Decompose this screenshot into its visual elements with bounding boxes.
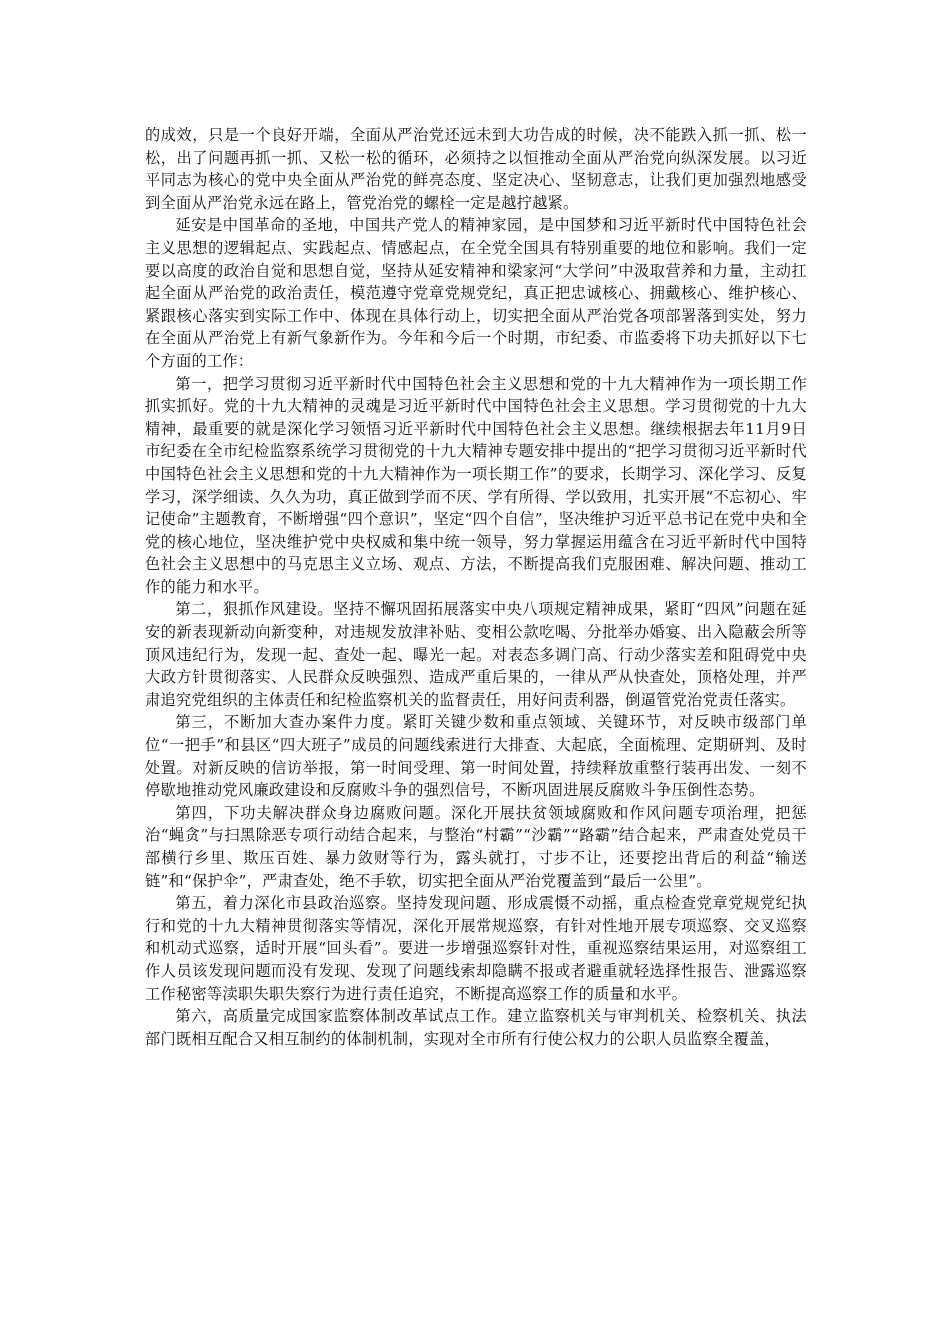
document-page [145, 124, 807, 1050]
paragraph-second: 第二，狠抓作风建设。坚持不懈巩固拓展落实中央八项规定精神成果，紧盯“四风”问题在延安的新表现新动向新变种，对违规发放津补贴、变相公款吃喝、分批举办婚宴、出入隐蔽会所等顶风违纪行为，发现一起、查处一起、曝光一起。对表态多调门高、行动少落实差和阻碍党中央大政方针贯彻落实、人民群众反映强烈、造成严重后果的，一律从严从快查处，顶格处理，并严肃追究党组织的主体责任和纪检监察机关的监督责任，用好问责利器，倒逼管党治党责任落实。 [145, 600, 807, 709]
paragraph-third: 第三，不断加大查办案件力度。紧盯关键少数和重点领域、关键环节，对反映市级部门单位“一把手”和县区“四大班子”成员的问题线索进行大排查、大起底，全面梳理、定期研判、及时处置。对新反映的信访举报，第一时间受理、第一时间处置，持续释放重整行装再出发、一刻不停歇地推动党风廉政建设和反腐败斗争的强烈信号，不断巩固进展反腐败斗争压倒性态势。 [145, 713, 807, 800]
paragraph-continuation: 的成效，只是一个良好开端，全面从严治党还远未到大功告成的时候，决不能跌入抓一抓、松一松，出了问题再抓一抓、又松一松的循环，必须持之以恒推动全面从严治党向纵深发展。以习近平同志为核心的党中央全面从严治党的鲜亮态度、坚定决心、坚韧意志，让我们更加强烈地感受到全面从严治党永远在路上，管党治党的螺栓一定是越拧越紧。 [145, 126, 807, 212]
paragraph-first: 第一，把学习贯彻习近平新时代中国特色社会主义思想和党的十九大精神作为一项长期工作抓实抓好。党的十九大精神的灵魂是习近平新时代中国特色社会主义思想。学习贯彻党的十九大精神，最重要的就是深化学习领悟习近平新时代中国特色社会主义思想。继续根据去年11月9日市纪委在全市纪检监察系统学习贯彻党的十九大精神专题安排中提出的“把学习贯彻习近平新时代中国特色社会主义思想和党的十九大精神作为一项长期工作”的要求，长期学习、深化学习、反复学习，深学细读、久久为功，真正做到学而不厌、学有所得、学以致用，扎实开展“不忘初心、牢记使命”主题教育，不断增强“四个意识”，坚定“四个自信”，坚决维护习近平总书记在党中央和全党的核心地位，坚决维护党中央权威和集中统一领导，努力掌握运用蕴含在习近平新时代中国特色社会主义思想中的马克思主义立场、观点、方法，不断提高我们克服困难、解决问题、推动工作的能力和水平。 [145, 374, 807, 596]
paragraph-fourth: 第四，下功夫解决群众身边腐败问题。深化开展扶贫领域腐败和作风问题专项治理，把惩治“蝇贪”与扫黑除恶专项行动结合起来，与整治“村霸”“沙霸”“路霸”结合起来，严肃查处党员干部横行乡里、欺压百姓、暴力敛财等行为，露头就打，寸步不让，还要挖出背后的利益“输送链”和“保护伞”，严肃查处，绝不手软，切实把全面从严治党覆盖到“最后一公里”。 [145, 803, 807, 890]
paragraph-yanan: 延安是中国革命的圣地，中国共产党人的精神家园，是中国梦和习近平新时代中国特色社会主义思想的逻辑起点、实践起点、情感起点，在全党全国具有特别重要的地位和影响。我们一定要以高度的政治自觉和思想自觉，坚持从延安精神和梁家河“大学问”中汲取营养和力量，主动扛起全面从严治党的政治责任，模范遵守党章党规党纪，真正把忠诚核心、拥戴核心、维护核心、紧跟核心落实到实际工作中、体现在具体行动上，切实把全面从严治党各项部署落到实处，努力在全面从严治党上有新气象新作为。今年和今后一个时期，市纪委、市监委将下功夫抓好以下七个方面的工作： [145, 216, 807, 370]
paragraph-sixth: 第六，高质量完成国家监察体制改革试点工作。建立监察机关与审判机关、检察机关、执法部门既相互配合又相互制约的体制机制，实现对全市所有行使公权力的公职人员监察全覆盖， [145, 1007, 807, 1048]
paragraph-fifth: 第五，着力深化市县政治巡察。坚持发现问题、形成震慑不动摇，重点检查党章党规党纪执行和党的十九大精神贯彻落实等情况，深化开展常规巡察，有针对性地开展专项巡察、交叉巡察和机动式巡察，适时开展“回头看”。要进一步增强巡察针对性，重视巡察结果运用，对巡察组工作人员该发现问题而没有发现、发现了问题线索却隐瞒不报或者避重就轻选择性报告、泄露巡察工作秘密等渎职失职失察行为进行责任追究，不断提高巡察工作的质量和水平。 [145, 894, 807, 1003]
